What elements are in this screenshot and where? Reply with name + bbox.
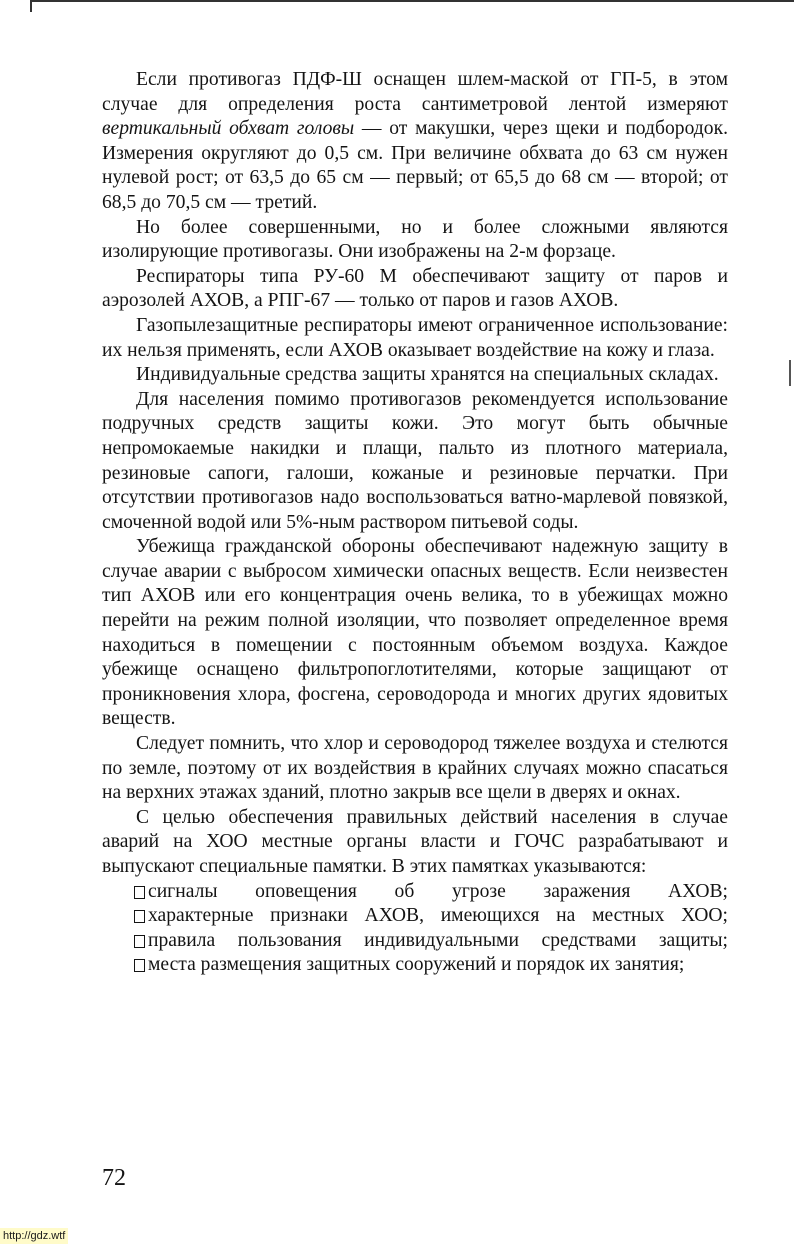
- paragraph-respirators: Респираторы типа РУ-60 М обеспечивают защиту от паров и аэрозолей АХОВ, а РПГ-67 — только от паров и газов АХОВ.: [102, 265, 728, 312]
- list-item: [102, 880, 728, 905]
- list-item: [102, 904, 728, 929]
- page-body: [102, 68, 728, 978]
- checkbox-icon: [134, 959, 145, 972]
- paragraph-storage: Индивидуальные средства защиты хранятся на специальных складах.: [136, 364, 719, 386]
- paragraph-gas-dust-respirators: Газопылезащитные респираторы имеют ограниченное использование: их нельзя применять, если АХОВ оказывает воздействие на кожу и глаза.: [102, 314, 728, 361]
- paragraph-heavier-than-air: Следует помнить, что хлор и сероводород тяжелее воздуха и стелются по земле, поэтому от их воздействия в крайних случаях можно спасаться на верхних этажах зданий, плотно закрыв все щели в дверях и окнах.: [102, 733, 728, 804]
- scan-side-mark: [789, 360, 791, 386]
- list-item-text: характерные признаки АХОВ, имеющихся на местных ХОО;: [148, 905, 728, 927]
- paragraph-isolating-masks: Но более совершенными, но и более сложными являются изолирующие противогазы. Они изображены на 2-м форзаце.: [102, 216, 728, 263]
- paragraph-1-italic-term: вертикальный обхват головы: [102, 118, 355, 140]
- scan-border-top: [30, 0, 794, 2]
- checkbox-icon: [134, 910, 145, 923]
- paragraph-improvised-means: Для населения помимо противогазов рекомендуется использование подручных средств защиты кожи. Это могут быть обычные непромокаемые накидки и плащи, пальто из плотного материала, резиновые сапоги, галоши, кожаные и резиновые перчатки. При отсутствии противогазов надо воспользоваться ватно-марлевой повязкой, смоченной водой или 5%-ным раствором питьевой соды.: [102, 388, 728, 533]
- paragraph-memos: С целью обеспечения правильных действий населения в случае аварий на ХОО местные органы власти и ГОЧС разрабатывают и выпускают специальные памятки. В этих памятках указываются:: [102, 806, 728, 877]
- list-item-text: правила пользования индивидуальными средствами защиты;: [148, 929, 728, 951]
- checkbox-icon: [134, 886, 145, 899]
- page-number: 72: [102, 1165, 126, 1191]
- paragraph-1-after: — от макушки, через щеки и подбородок. Измерения округляют до 0,5 см. При величине обхвата до 63 см нужен нулевой рост; от 63,5 до 65 см — первый; от 65,5 до 68 см — второй; от 68,5 до 70,5 см — третий.: [102, 118, 728, 213]
- watermark-link[interactable]: http://gdz.wtf: [0, 1228, 68, 1244]
- checkbox-icon: [134, 935, 145, 948]
- list-item: [102, 953, 728, 978]
- paragraph-gas-mask-sizing: [102, 68, 728, 216]
- list-item-text: сигналы оповещения об угрозе заражения АХОВ;: [148, 880, 728, 902]
- list-item-text: места размещения защитных сооружений и порядок их занятия;: [148, 954, 685, 976]
- paragraph-shelters: Убежища гражданской обороны обеспечивают надежную защиту в случае аварии с выбросом химически опасных веществ. Если неизвестен тип АХОВ или его концентрация очень велика, то в убежищах можно перейти на режим полной изоляции, что позволяет определенное время находиться в помещении с постоянным объемом воздуха. Каждое убежище оснащено фильтропоглотителями, которые защищают от проникновения хлора, фосгена, сероводорода и многих других ядовитых веществ.: [102, 536, 728, 730]
- scan-border-tick: [30, 0, 32, 12]
- paragraph-1-before: Если противогаз ПДФ-Ш оснащен шлем-маской от ГП-5, в этом случае для определения роста сантиметровой лентой измеряют: [102, 69, 728, 115]
- list-item: [102, 929, 728, 954]
